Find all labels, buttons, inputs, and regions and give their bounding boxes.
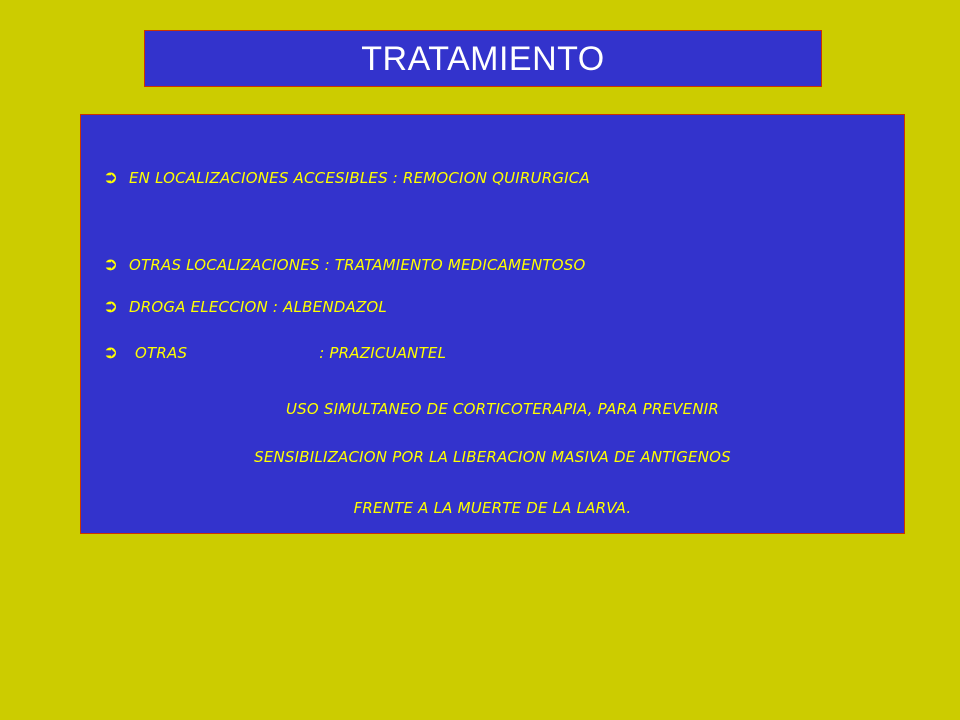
bullet-text: OTRAS LOCALIZACIONES : TRATAMIENTO MEDICAMENTOSO (129, 255, 586, 274)
arrow-bullet-icon: ➲ (103, 342, 119, 363)
bullet-item-remocion (103, 167, 590, 188)
note-line: FRENTE A LA MUERTE DE LA LARVA. (353, 499, 632, 517)
arrow-bullet-icon: ➲ (103, 167, 119, 188)
arrow-bullet-icon: ➲ (103, 254, 119, 275)
bullet-item-otras (103, 342, 446, 363)
title-box (144, 30, 822, 87)
bullet-item-droga (103, 296, 387, 317)
bullet-item-tratamiento (103, 254, 585, 275)
arrow-bullet-icon: ➲ (103, 296, 119, 317)
content-box (80, 114, 905, 534)
bullet-text: EN LOCALIZACIONES ACCESIBLES : REMOCION QUIRURGICA (129, 168, 590, 187)
note-line: USO SIMULTANEO DE CORTICOTERAPIA, PARA PREVENIR (286, 400, 719, 418)
slide-title: TRATAMIENTO (361, 39, 605, 78)
bullet-text: DROGA ELECCION : ALBENDAZOL (129, 297, 387, 316)
bullet-label: OTRAS (135, 343, 188, 362)
note-line: SENSIBILIZACION POR LA LIBERACION MASIVA DE ANTIGENOS (254, 448, 731, 466)
bullet-value: : PRAZICUANTEL (319, 343, 447, 362)
